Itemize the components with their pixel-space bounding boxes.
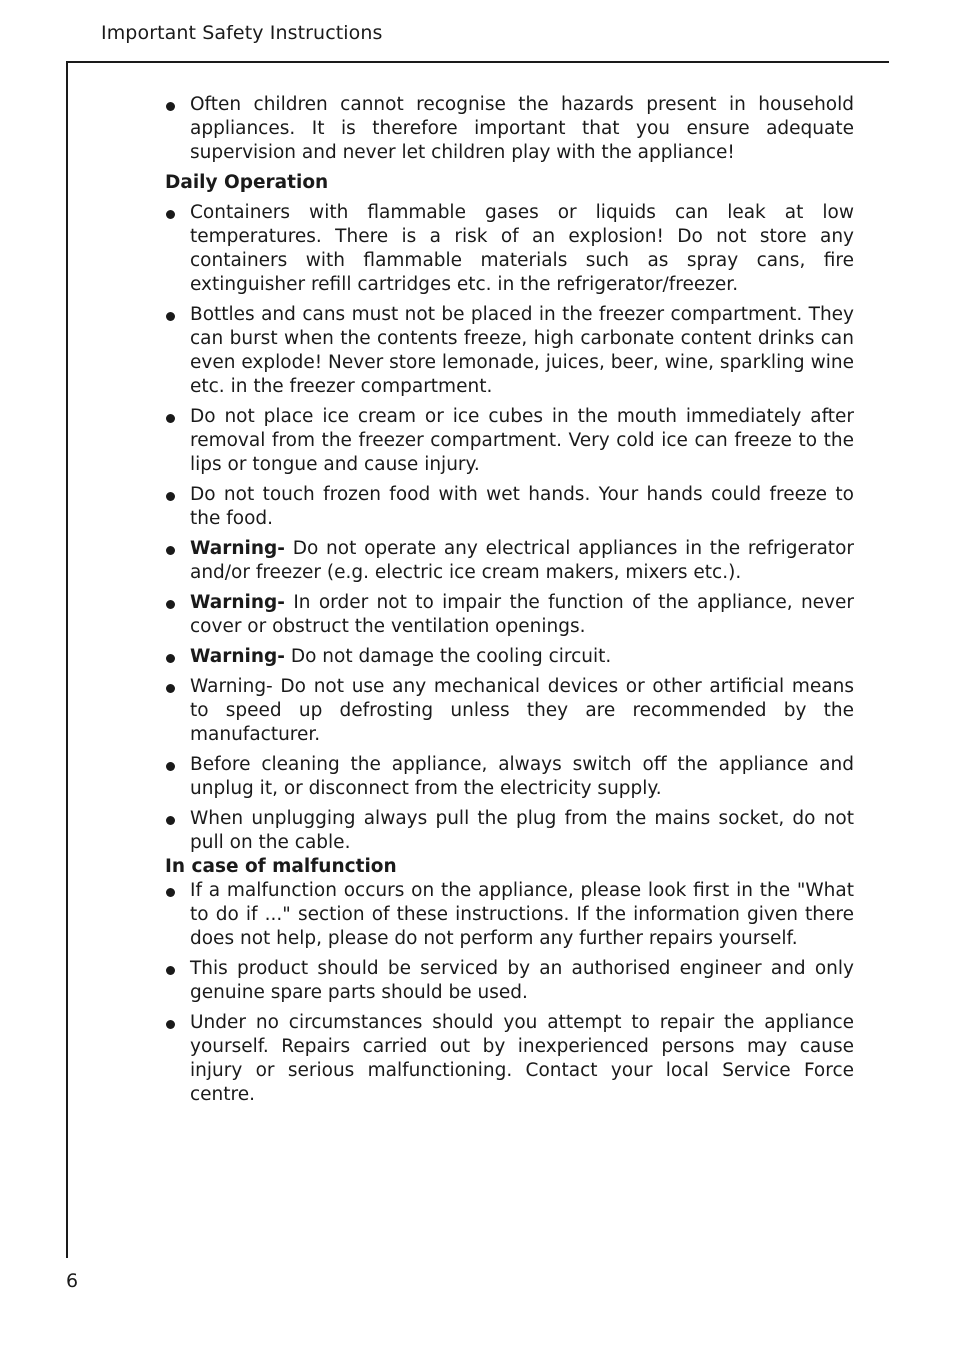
- list-item: Warning- Do not use any mechanical devices or other artificial means to speed up defrosting unless they are recommended by the manufacturer.: [165, 675, 854, 747]
- section-heading-daily-operation: Daily Operation: [165, 172, 329, 193]
- warning-label: Warning-: [190, 646, 285, 667]
- list-item: Do not touch frozen food with wet hands. Your hands could freeze to the food.: [165, 483, 854, 531]
- warning-item: Warning- In order not to impair the function of the appliance, never cover or obstruct the ventilation openings.: [165, 591, 854, 639]
- section-heading-malfunction: In case of malfunction: [165, 856, 397, 877]
- list-item: This product should be serviced by an authorised engineer and only genuine spare parts should be used.: [165, 957, 854, 1005]
- margin-rule: [66, 61, 68, 1258]
- header-rule: [66, 61, 889, 63]
- warning-item: Warning- Do not damage the cooling circuit.: [165, 645, 854, 669]
- bullet-icon: [166, 546, 175, 555]
- bullet-icon: [166, 1020, 175, 1029]
- warning-item: Warning- Do not operate any electrical appliances in the refrigerator and/or freezer (e.g. electric ice cream makers, mixers etc.).: [165, 537, 854, 585]
- safety-content: [165, 93, 854, 1113]
- page-header: Important Safety Instructions: [101, 22, 383, 44]
- list-item: When unplugging always pull the plug from the mains socket, do not pull on the cable.: [165, 807, 854, 855]
- list-item: Bottles and cans must not be placed in the freezer compartment. They can burst when the contents freeze, high carbonate content drinks can even explode! Never store lemonade, juices, beer, wine, sparkling wine etc. in the freezer compartment.: [165, 303, 854, 399]
- list-item: Under no circumstances should you attempt to repair the appliance yourself. Repairs carried out by inexperienced persons may cause injury or serious malfunctioning. Contact your local Service Force centre.: [165, 1011, 854, 1107]
- list-item: Containers with flammable gases or liquids can leak at low temperatures. There is a risk of an explosion! Do not store any containers with flammable materials such as spray cans, fire extinguisher refill cartridges etc. in the refrigerator/freezer.: [165, 201, 854, 297]
- warning-label: Warning-: [190, 592, 285, 613]
- bullet-icon: [166, 654, 175, 663]
- bullet-icon: [166, 684, 175, 693]
- list-item: Do not place ice cream or ice cubes in the mouth immediately after removal from the freezer compartment. Very cold ice can freeze to the lips or tongue and cause injury.: [165, 405, 854, 477]
- bullet-icon: [166, 312, 175, 321]
- bullet-icon: [166, 492, 175, 501]
- bullet-icon: [166, 414, 175, 423]
- bullet-icon: [166, 210, 175, 219]
- bullet-icon: [166, 600, 175, 609]
- warning-label: Warning-: [190, 538, 285, 559]
- list-item: Before cleaning the appliance, always switch off the appliance and unplug it, or disconnect from the electricity supply.: [165, 753, 854, 801]
- bullet-icon: [166, 102, 175, 111]
- list-item: If a malfunction occurs on the appliance, please look first in the "What to do if ..." section of these instructions. If the information given there does not help, please do not perform any further repairs yourself.: [165, 879, 854, 951]
- bullet-icon: [166, 816, 175, 825]
- list-item: Often children cannot recognise the hazards present in household appliances. It is therefore important that you ensure adequate supervision and never let children play with the appliance!: [165, 93, 854, 165]
- bullet-icon: [166, 762, 175, 771]
- page-number: 6: [66, 1270, 79, 1292]
- bullet-icon: [166, 888, 175, 897]
- bullet-icon: [166, 966, 175, 975]
